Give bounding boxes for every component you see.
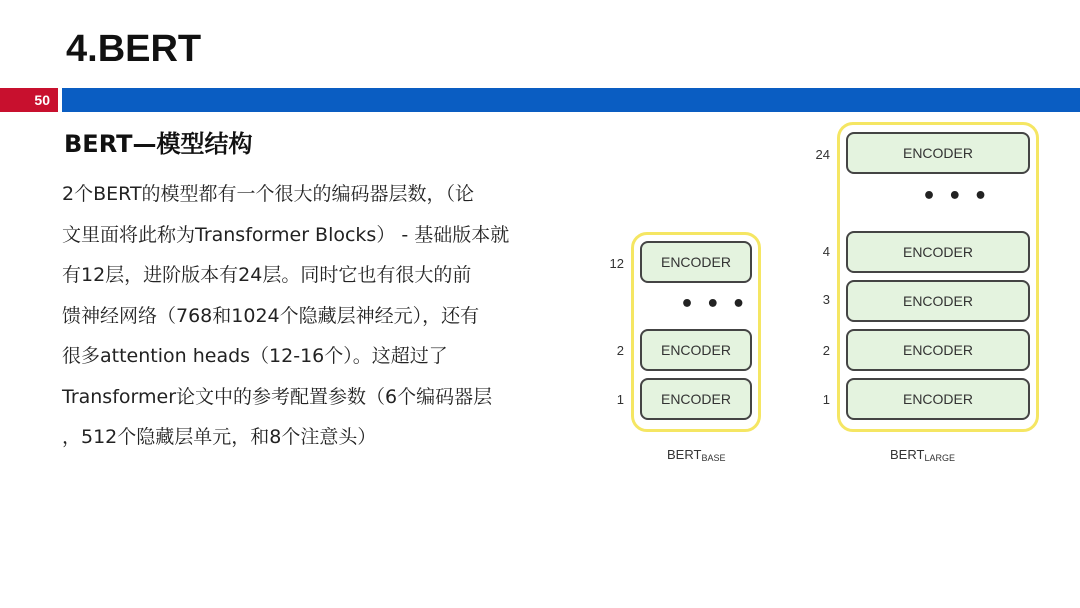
bert-large-caption: $BERT_{LARGE}$ (890, 447, 955, 463)
bert-large-layer-label: 1 (822, 392, 830, 407)
bert-base-layer-label: 2 (616, 343, 624, 358)
section-heading: BERT—模型结构 (64, 130, 253, 158)
bert-large-layer-label: 24 (815, 147, 830, 162)
body-line: ，512个隐藏层单元，和8个注意头） (62, 426, 377, 448)
bert-large-layer-label: 4 (822, 244, 830, 259)
header-bar (62, 88, 1080, 112)
bert-base-encoder-12: ENCODER (640, 241, 752, 283)
page-number: 50 (0, 88, 58, 112)
body-paragraph (62, 174, 562, 458)
bert-base-encoder-1: ENCODER (640, 378, 752, 420)
body-line: Transformer论文中的参考配置参数（6个编码器层 (62, 385, 493, 408)
bert-large-encoder-4: ENCODER (846, 231, 1030, 273)
body-line: 2个BERT的模型都有一个很大的编码器层数，（论 (62, 183, 475, 205)
body-line: 有12层，进阶版本有24层。同时它也有很大的前 (62, 264, 472, 286)
bert-base-layer-label: 1 (616, 392, 624, 407)
bert-large-layer-label: 2 (822, 343, 830, 358)
bert-large-layer-label: 3 (822, 292, 830, 307)
bert-base-layer-label: 12 (609, 256, 624, 271)
slide-title: 4.BERT (66, 28, 202, 70)
bert-large-encoder-1: ENCODER (846, 378, 1030, 420)
bert-base-ellipsis: • • • (680, 292, 748, 317)
bert-base-encoder-2: ENCODER (640, 329, 752, 371)
bert-large-ellipsis: • • • (922, 184, 990, 209)
body-line: 文里面将此称为Transformer Blocks） - 基础版本就 (62, 223, 510, 246)
body-line: 馈神经网络（768和1024个隐藏层神经元），还有 (62, 304, 480, 327)
bert-large-encoder-3: ENCODER (846, 280, 1030, 322)
body-line: 很多attention heads（12-16个）。这超过了 (62, 345, 448, 367)
bert-large-encoder-2: ENCODER (846, 329, 1030, 371)
bert-large-encoder-24: ENCODER (846, 132, 1030, 174)
bert-base-caption: $BERT_{BASE}$ (667, 447, 726, 463)
